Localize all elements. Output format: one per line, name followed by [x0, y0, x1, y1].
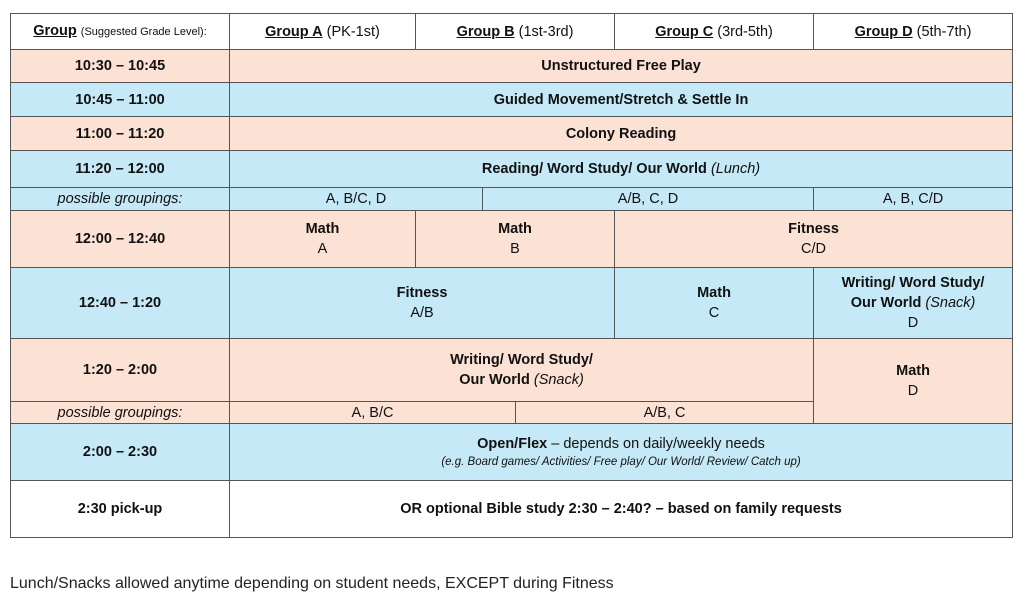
fitness-cd-cell	[615, 211, 1013, 268]
open-flex-title: Open/Flex	[477, 436, 548, 452]
math-d-cell	[814, 339, 1013, 424]
groupings-row-1	[11, 188, 1013, 211]
time-cell: 1:20 – 2:00	[11, 339, 230, 402]
math-c-cell	[615, 268, 814, 339]
header-group-cell	[11, 14, 230, 50]
time-cell: 10:45 – 11:00	[11, 83, 230, 117]
schedule-table	[10, 13, 1013, 538]
header-group-word: Group	[33, 23, 77, 39]
header-group-suffix: (Suggested Grade Level):	[80, 26, 207, 38]
open-flex-examples: (e.g. Board games/ Activities/ Free play/ Our World/ Review/ Catch up)	[441, 456, 801, 468]
time-cell: 2:30 pick-up	[11, 481, 230, 538]
group-c-grades: (3rd-5th)	[717, 23, 773, 40]
grouping-option: A, B/C, D	[230, 188, 483, 211]
math-a-cell	[230, 211, 416, 268]
group-d-name: Group D	[854, 23, 913, 40]
group-label: C/D	[801, 241, 827, 257]
group-label: A	[317, 241, 328, 257]
row-1030	[11, 50, 1013, 83]
group-b-name: Group B	[456, 23, 515, 40]
activity-cell: Guided Movement/Stretch & Settle In	[230, 83, 1013, 117]
time-cell: 12:40 – 1:20	[11, 268, 230, 339]
group-label: C	[708, 305, 720, 321]
activity-text: Reading/ Word Study/ Our World	[481, 161, 707, 177]
footer-note: Lunch/Snacks allowed anytime depending on student needs, EXCEPT during Fitness	[10, 575, 614, 592]
header-group-d	[814, 14, 1013, 50]
subject: Math	[896, 363, 930, 379]
row-230	[11, 481, 1013, 538]
header-group-a	[230, 14, 416, 50]
subject: Math	[498, 221, 532, 237]
time-cell: 12:00 – 12:40	[11, 211, 230, 268]
row-1045	[11, 83, 1013, 117]
group-label: D	[907, 315, 919, 331]
open-flex-desc: – depends on daily/weekly needs	[547, 436, 765, 452]
activity-cell: Colony Reading	[230, 117, 1013, 151]
header-row	[11, 14, 1013, 50]
row-1200	[11, 211, 1013, 268]
subject: Fitness	[396, 285, 448, 301]
row-200	[11, 424, 1013, 481]
groupings-label: possible groupings:	[11, 402, 230, 424]
time-cell: 2:00 – 2:30	[11, 424, 230, 481]
group-label: D	[907, 383, 919, 399]
group-label: A/B	[410, 305, 434, 321]
subject: Writing/ Word Study/	[450, 352, 593, 368]
subject: Fitness	[788, 221, 839, 237]
group-a-grades: (PK-1st)	[326, 23, 380, 40]
group-c-name: Group C	[655, 23, 714, 40]
subject: Math	[697, 285, 731, 301]
header-group-c	[615, 14, 814, 50]
time-cell: 11:00 – 11:20	[11, 117, 230, 151]
time-cell: 11:20 – 12:00	[11, 151, 230, 188]
activity-cell	[230, 151, 1013, 188]
subject-cont: Our World	[850, 295, 922, 311]
row-1120	[11, 151, 1013, 188]
grouping-option: A, B, C/D	[814, 188, 1013, 211]
group-d-grades: (5th-7th)	[916, 23, 972, 40]
subject: Math	[305, 221, 340, 237]
subject-note: (Snack)	[533, 372, 584, 388]
group-a-name: Group A	[265, 23, 323, 40]
math-b-cell	[416, 211, 615, 268]
group-b-grades: (1st-3rd)	[518, 23, 574, 40]
grouping-option: A/B, C	[516, 402, 814, 424]
subject-note: (Snack)	[925, 295, 976, 311]
writing-d-cell	[814, 268, 1013, 339]
row-120	[11, 339, 1013, 402]
grouping-option: A/B, C, D	[483, 188, 814, 211]
activity-cell: Unstructured Free Play	[230, 50, 1013, 83]
row-1240	[11, 268, 1013, 339]
time-cell: 10:30 – 10:45	[11, 50, 230, 83]
row-1100	[11, 117, 1013, 151]
subject: Writing/ Word Study/	[841, 275, 985, 291]
groupings-label: possible groupings:	[11, 188, 230, 211]
fitness-ab-cell	[230, 268, 615, 339]
group-label: B	[510, 241, 520, 257]
activity-note: (Lunch)	[710, 161, 761, 177]
header-group-b	[416, 14, 615, 50]
writing-abc-cell	[230, 339, 814, 402]
open-flex-cell	[230, 424, 1013, 481]
activity-cell: OR optional Bible study 2:30 – 2:40? – based on family requests	[230, 481, 1013, 538]
grouping-option: A, B/C	[230, 402, 516, 424]
subject-cont: Our World	[459, 372, 530, 388]
